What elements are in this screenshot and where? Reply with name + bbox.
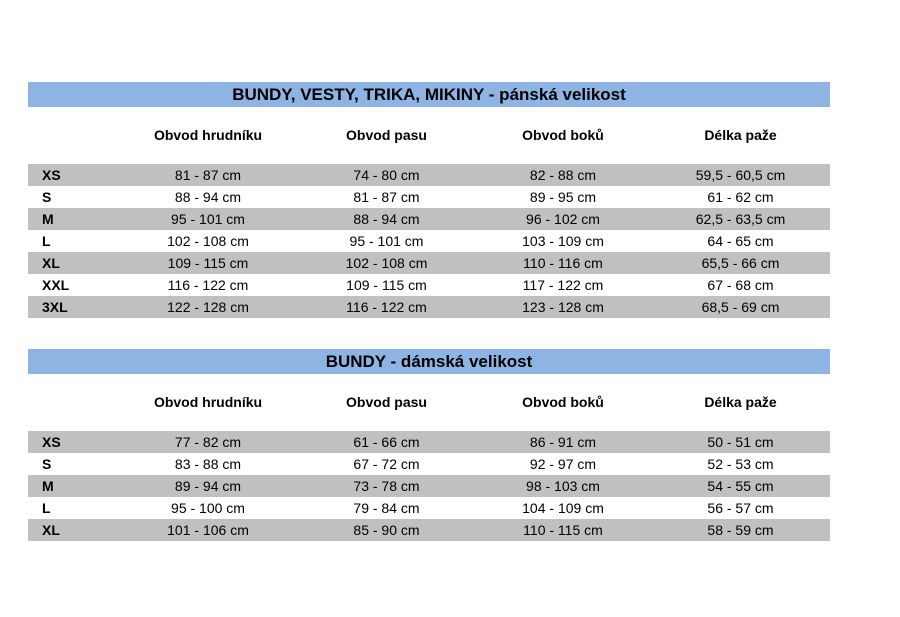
chest-cell: 83 - 88 cm: [174, 456, 242, 472]
table-row: [28, 431, 830, 453]
table-row: [28, 252, 830, 274]
hips-cell: 82 - 88 cm: [529, 167, 597, 183]
size-cell: M: [42, 211, 54, 227]
header-arm-length: Délka paže: [704, 394, 777, 410]
size-cell: XL: [42, 255, 60, 271]
size-cell: XS: [42, 434, 61, 450]
hips-cell: 86 - 91 cm: [529, 434, 597, 450]
waist-cell: 61 - 66 cm: [353, 434, 420, 450]
header-chest: Obvod hrudníku: [153, 394, 263, 410]
mens-size-table: [28, 82, 830, 318]
chest-cell: 95 - 101 cm: [171, 211, 245, 227]
arm-cell: 58 - 59 cm: [707, 522, 774, 538]
arm-cell: 56 - 57 cm: [707, 500, 774, 516]
table-row: [28, 186, 830, 208]
table-row: [28, 497, 830, 519]
waist-cell: 95 - 101 cm: [349, 233, 424, 249]
waist-cell: 74 - 80 cm: [353, 167, 420, 183]
header-waist: Obvod pasu: [346, 394, 427, 410]
hips-cell: 92 - 97 cm: [529, 456, 597, 472]
size-cell: XS: [42, 167, 61, 183]
table-header-row: [28, 374, 830, 431]
arm-cell: 52 - 53 cm: [707, 456, 774, 472]
waist-cell: 85 - 90 cm: [353, 522, 420, 538]
chest-cell: 88 - 94 cm: [174, 189, 242, 205]
hips-cell: 110 - 116 cm: [523, 255, 603, 271]
waist-cell: 67 - 72 cm: [353, 456, 420, 472]
size-cell: L: [42, 233, 51, 249]
arm-cell: 59,5 - 60,5 cm: [695, 167, 786, 183]
womens-size-table: [28, 349, 830, 541]
arm-cell: 61 - 62 cm: [707, 189, 774, 205]
table-row: [28, 208, 830, 230]
waist-cell: 79 - 84 cm: [353, 500, 420, 516]
chest-cell: 81 - 87 cm: [174, 167, 242, 183]
table-header-row: [28, 107, 830, 164]
chest-cell: 95 - 100 cm: [171, 500, 245, 516]
chest-cell: 116 - 122 cm: [167, 277, 249, 293]
arm-cell: 64 - 65 cm: [707, 233, 774, 249]
hips-cell: 98 - 103 cm: [526, 478, 600, 494]
table-row: [28, 453, 830, 475]
arm-cell: 65,5 - 66 cm: [701, 255, 780, 271]
waist-cell: 88 - 94 cm: [353, 211, 420, 227]
table-title: BUNDY, VESTY, TRIKA, MIKINY - pánská velikost: [28, 82, 830, 107]
chest-cell: 77 - 82 cm: [174, 434, 242, 450]
chest-cell: 89 - 94 cm: [174, 478, 242, 494]
hips-cell: 103 - 109 cm: [522, 233, 604, 249]
arm-cell: 62,5 - 63,5 cm: [695, 211, 786, 227]
waist-cell: 73 - 78 cm: [353, 478, 420, 494]
size-cell: L: [42, 500, 51, 516]
hips-cell: 123 - 128 cm: [522, 299, 604, 315]
table-row: [28, 230, 830, 252]
arm-cell: 54 - 55 cm: [707, 478, 774, 494]
size-cell: S: [42, 456, 52, 472]
arm-cell: 50 - 51 cm: [707, 434, 774, 450]
arm-cell: 67 - 68 cm: [707, 277, 774, 293]
waist-cell: 102 - 108 cm: [345, 255, 428, 271]
size-cell: S: [42, 189, 52, 205]
hips-cell: 104 - 109 cm: [522, 500, 604, 516]
hips-cell: 96 - 102 cm: [526, 211, 600, 227]
table-row: [28, 475, 830, 497]
header-chest: Obvod hrudníku: [153, 127, 263, 143]
table-title: BUNDY - dámská velikost: [28, 349, 830, 374]
chest-cell: 109 - 115 cm: [167, 255, 249, 271]
size-cell: XXL: [42, 277, 70, 293]
header-arm-length: Délka paže: [704, 127, 777, 143]
size-cell: XL: [42, 522, 60, 538]
size-cell: 3XL: [42, 299, 68, 315]
table-row: [28, 274, 830, 296]
hips-cell: 110 - 115 cm: [523, 522, 603, 538]
size-cell: M: [42, 478, 54, 494]
header-hips: Obvod boků: [522, 394, 604, 410]
table-row: [28, 296, 830, 318]
arm-cell: 68,5 - 69 cm: [701, 299, 780, 315]
hips-cell: 117 - 122 cm: [522, 277, 604, 293]
table-row: [28, 164, 830, 186]
chest-cell: 102 - 108 cm: [167, 233, 249, 249]
waist-cell: 81 - 87 cm: [353, 189, 420, 205]
waist-cell: 109 - 115 cm: [346, 277, 427, 293]
hips-cell: 89 - 95 cm: [529, 189, 597, 205]
header-size: [28, 374, 118, 431]
waist-cell: 116 - 122 cm: [346, 299, 427, 315]
header-hips: Obvod boků: [522, 127, 604, 143]
chest-cell: 122 - 128 cm: [167, 299, 249, 315]
header-waist: Obvod pasu: [346, 127, 427, 143]
header-size: [28, 107, 118, 164]
table-row: [28, 519, 830, 541]
chest-cell: 101 - 106 cm: [167, 522, 249, 538]
